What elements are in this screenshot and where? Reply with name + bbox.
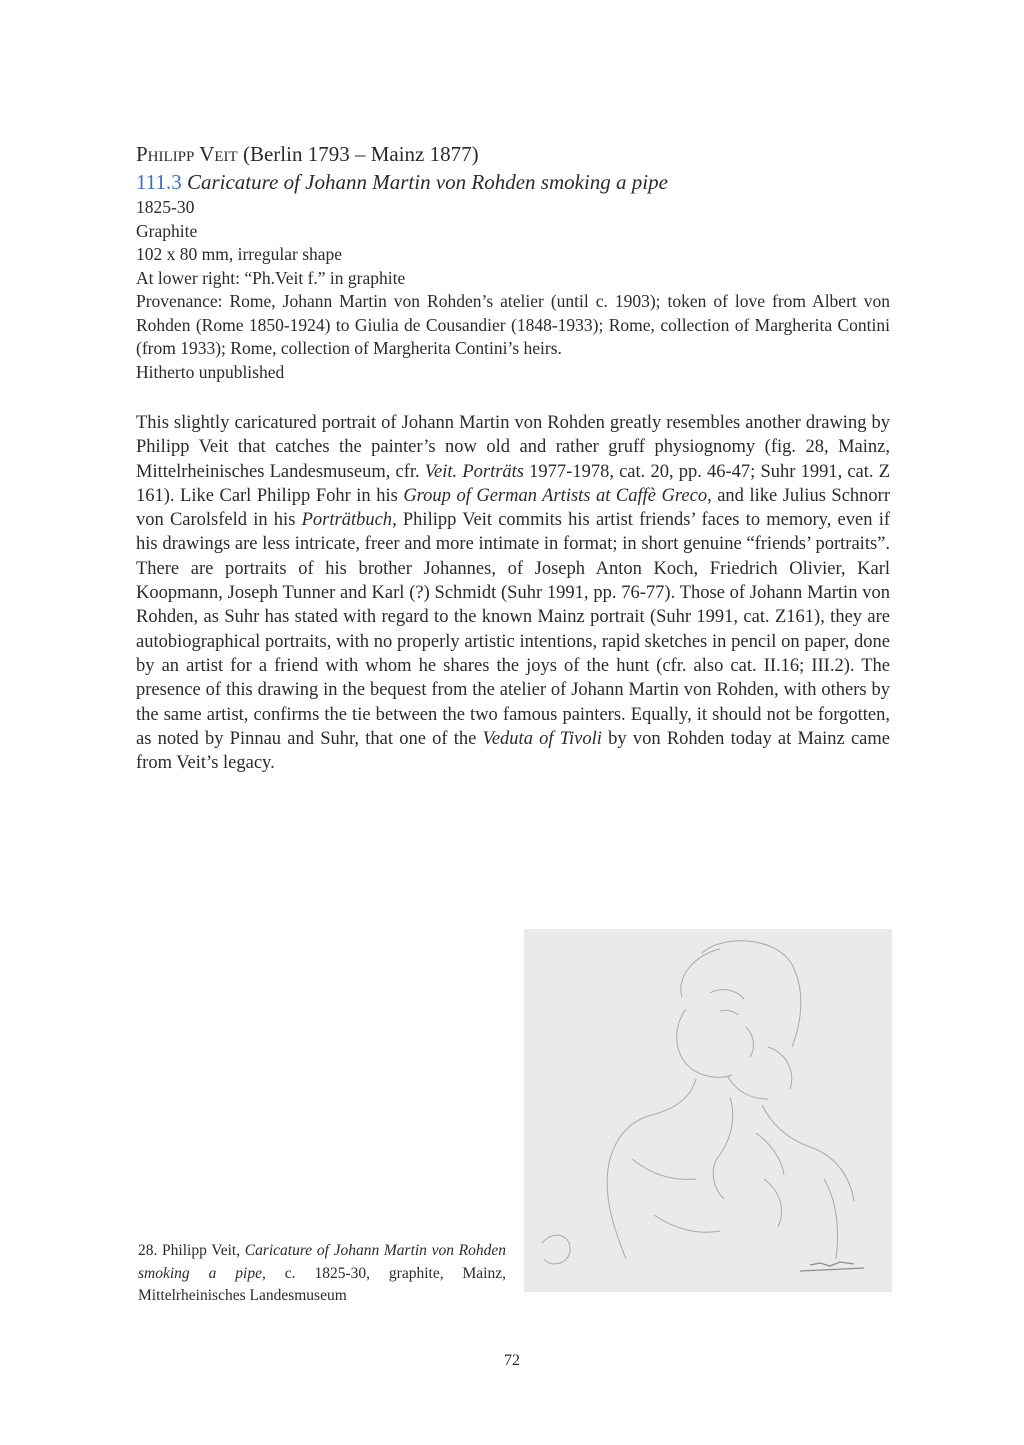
artist-dates: (Berlin 1793 – Mainz 1877) — [242, 142, 479, 166]
essay-text: , Philipp Veit commits his artist friends’ faces to memory, even if his drawings are less intricate, freer and more intimate in format; in short genuine “friends’ portraits”. There are portraits of his brother Johannes, of Joseph Anton Koch, Friedrich Olivier, Karl Koopmann, Joseph Tunner and Karl (?) Schmidt (Suhr 1991, pp. 76-77). Those of Johann Martin von Rohden, as Suhr has stated with regard to the known Mainz portrait (Suhr 1991, cat. Z161), they are autobiographical portraits, with no properly artistic intentions, rapid sketches in pencil on paper, done by an artist for a friend with whom he shares the joys of the hunt (cfr. also cat. II.16; III.2). The presence of this drawing in the bequest from the atelier of Johann Martin von Rohden, with others by the same artist, confirms the tie between the two famous painters. Equally, it should not be forgotten, as noted by Pinnau and Suhr, that one of the — [136, 510, 890, 749]
essay-text: , and like Julius Schnorr von Carolsfeld in his — [136, 485, 890, 531]
catalogue-number: 111.3 — [136, 170, 182, 194]
entry-title — [136, 168, 890, 196]
artwork-medium: Graphite — [136, 220, 198, 241]
essay-text: 1977-1978, cat. 20, pp. 46-47; Suhr 1991, cat. Z 161). Like Carl Philipp Fohr in his — [136, 461, 890, 506]
artist-heading — [136, 140, 890, 168]
artwork-inscription: At lower right: “Ph.Veit f.” in graphite — [136, 267, 406, 288]
essay-reference: Veit. Porträts — [424, 461, 524, 482]
page-number: 72 — [504, 1352, 520, 1369]
artist-name: Philipp Veit — [136, 142, 238, 166]
artwork-provenance: Provenance: Rome, Johann Martin von Rohden’s atelier (until c. 1903); token of love from Albert von Rohden (Rome 1850-1924) to Giulia de Cousandier (1848-1933); Rome, collection of Margherita Contini (from 1933); Rome, collection of Margherita Contini’s heirs. — [136, 291, 890, 358]
figure-drawing — [524, 929, 892, 1292]
essay-reference: Porträtbuch — [301, 510, 393, 531]
essay-reference: Veduta of Tivoli — [482, 728, 602, 749]
catalogue-entry — [136, 140, 890, 775]
artwork-date: 1825-30 — [136, 197, 195, 217]
caption-prefix: 28. Philipp Veit, — [138, 1242, 245, 1259]
artwork-publication: Hitherto unpublished — [136, 361, 285, 382]
caption-title: Caricature of Johann Martin von Rohden smoking a pipe, — [138, 1242, 506, 1282]
essay-reference: Group of German Artists at Caffè Greco — [403, 485, 708, 506]
artwork-title: Caricature of Johann Martin von Rohden smoking a pipe — [186, 170, 668, 194]
essay-text: This slightly caricatured portrait of Johann Martin von Rohden greatly resembles another drawing by Philipp Veit that catches the painter’s now old and rather gruff physiognomy (fig. 28, Mainz, Mittelrheinisches Landesmuseum, cfr. — [136, 413, 890, 482]
figure-caption — [138, 1240, 506, 1308]
artwork-dimensions: 102 x 80 mm, irregular shape — [136, 244, 343, 264]
essay-paragraph — [136, 411, 890, 775]
caption-details: c. 1825-30, graphite, Mainz, Mittelrheinisches Landesmuseum — [138, 1264, 506, 1304]
essay-text: by von Rohden today at Mainz came from Veit’s legacy. — [136, 728, 890, 774]
sketch-drawing — [524, 929, 892, 1292]
